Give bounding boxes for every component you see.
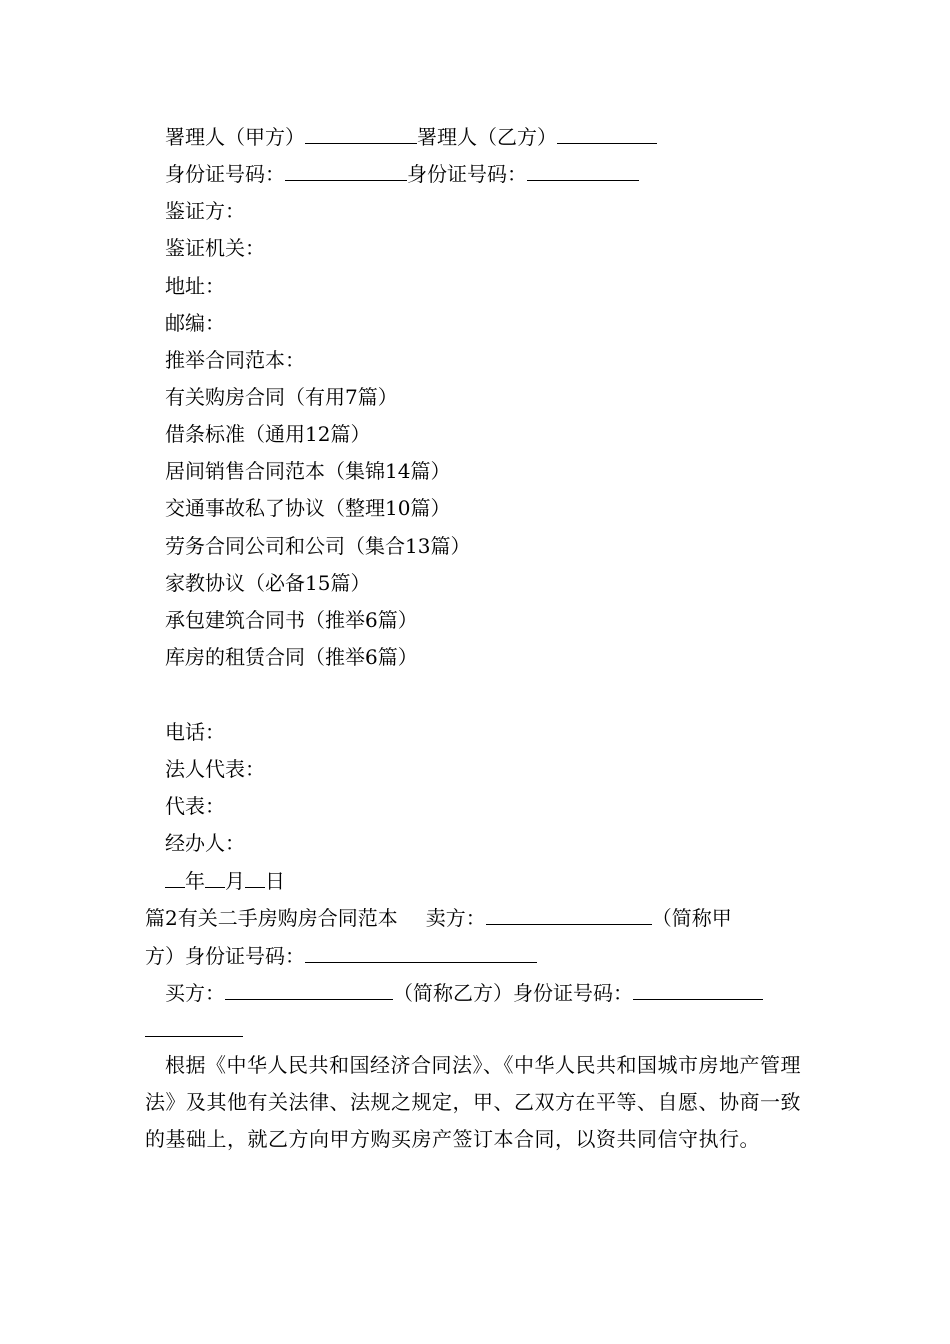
day-label: 日 <box>265 869 285 893</box>
seller-id-label: 方）身份证号码： <box>145 944 305 968</box>
signatory-line <box>165 124 830 149</box>
address-field: 地址： <box>165 274 225 298</box>
buyer-abbr: （简称乙方）身份证号码： <box>393 981 633 1005</box>
seller-abbr: （简称甲 <box>651 906 732 930</box>
rep-field: 代表： <box>165 794 225 818</box>
recommend-item[interactable]: 交通事故私了协议（整理10篇） <box>165 496 451 520</box>
handler-field: 经办人： <box>165 831 245 855</box>
recommend-item[interactable]: 劳务合同公司和公司（集合13篇） <box>165 534 471 558</box>
id-number-line <box>165 161 830 186</box>
buyer-id-continued-line <box>145 1017 810 1042</box>
legal-rep-field: 法人代表： <box>165 757 265 781</box>
verifier-field: 鉴证方： <box>165 199 245 223</box>
article2-title-line <box>145 905 810 930</box>
date-line <box>165 868 830 893</box>
article2-body: 根据《中华人民共和国经济合同法》、《中华人民共和国城市房地产管理法》及其他有关法律、法规之规定，甲、乙双方在平等、自愿、协商一致的基础上，就乙方向甲方购买房产签订本合同，以资共同信守执行。 <box>145 1053 801 1151</box>
party-a-label: 署理人（甲方） <box>165 125 305 149</box>
recommend-item[interactable]: 居间销售合同范本（集锦14篇） <box>165 459 451 483</box>
authority-field: 鉴证机关： <box>165 236 265 260</box>
month-label: 月 <box>225 869 245 893</box>
id-label-a: 身份证号码： <box>165 162 285 186</box>
recommend-item[interactable]: 家教协议（必备15篇） <box>165 571 371 595</box>
recommend-heading: 推举合同范本： <box>165 348 305 372</box>
party-b-label: 署理人（乙方） <box>417 125 557 149</box>
id-blank-a <box>285 161 407 181</box>
id-blank-b <box>527 161 639 181</box>
seller-id-blank <box>305 943 537 963</box>
seller-blank <box>486 905 652 925</box>
seller-id-line <box>145 943 810 968</box>
buyer-label: 买方： <box>165 981 225 1005</box>
buyer-id-blank <box>633 980 763 1000</box>
day-blank <box>245 868 265 888</box>
seller-label: 卖方： <box>425 906 486 930</box>
recommend-item[interactable]: 有关购房合同（有用7篇） <box>165 385 398 409</box>
article2-title: 篇2有关二手房购房合同范本 <box>145 906 398 930</box>
year-label: 年 <box>185 869 205 893</box>
buyer-line <box>165 980 830 1005</box>
postcode-field: 邮编： <box>165 311 225 335</box>
month-blank <box>205 868 225 888</box>
recommend-item[interactable]: 库房的租赁合同（推举6篇） <box>165 645 418 669</box>
recommend-item[interactable]: 借条标准（通用12篇） <box>165 422 371 446</box>
recommend-item[interactable]: 承包建筑合同书（推举6篇） <box>165 608 418 632</box>
id-label-b: 身份证号码： <box>407 162 527 186</box>
phone-field: 电话： <box>165 720 225 744</box>
party-a-blank <box>305 124 417 144</box>
party-b-blank <box>557 124 657 144</box>
buyer-blank <box>225 980 393 1000</box>
year-blank <box>165 868 185 888</box>
buyer-id-blank-cont <box>145 1017 243 1037</box>
